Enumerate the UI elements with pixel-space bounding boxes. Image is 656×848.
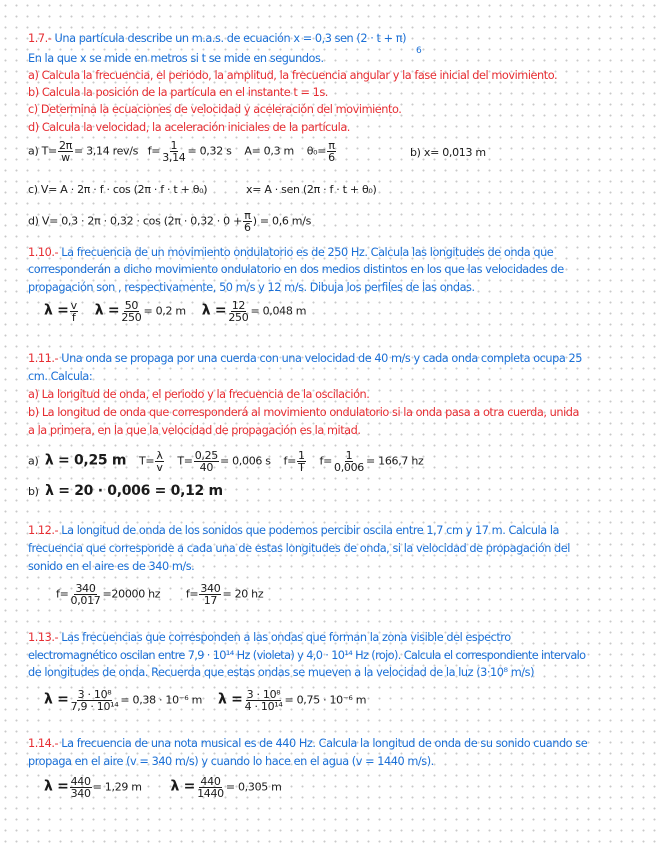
solution-1-7-a: a) T= $\frac{2\pi}{w}$ = 3,14 rev/s f= $\frac{1}{3,14}$ = 0,32 s A= 0,3 m θ₀= $\frac{\pi}{6}$ [28, 139, 335, 164]
statement-line: de longitudes de onda. Recuerda que estas ondas se mueven a la velocidad de la luz (3·10⁸ m/s) [28, 666, 535, 679]
solution-1-7-b: b) x= 0,013 m [410, 146, 486, 159]
statement-line: Una partícula describe un m.a.s. de ecuación x = 0,3 sen (2 · t + π) [54, 32, 407, 45]
problem-number: 1.11.- [28, 352, 59, 365]
solution-1-13: λ = $\frac{\text{3 · 10⁸}}{\text{7,9 · 10¹⁴}}$ = 0,38 · 10⁻⁶ m λ = $\frac{\text{3 · 10⁸}}{\text{4 · 10¹⁴}}$ = 0,75 · 10⁻⁶ m [44, 688, 367, 713]
solution-1-14: λ = $\frac{440}{340}$ = 1,29 m λ = $\frac{440}{1440}$ = 0,305 m [44, 775, 282, 800]
problem-1-12-statement: 1.12.- La longitud de onda de los sonidos que podemos percibir oscila entre 1,7 cm y 17 m. Calcula la [28, 524, 560, 537]
fraction: $\frac{440}{1440}$ [197, 775, 224, 800]
solution-1-7-c-velocity: c) V= A · 2π · f · cos (2π · f · t + θ₀) [28, 183, 208, 196]
solution-1-10: λ = $\frac{v}{f}$ λ = $\frac{50}{250}$ = 0,2 m λ = $\frac{12}{250}$ = 0,048 m [44, 299, 307, 324]
solution-1-11-b: b) λ = 20 · 0,006 = 0,12 m [28, 483, 223, 499]
problem-1-10-statement: 1.10.- La frecuencia de un movimiento ondulatorio es de 250 Hz. Calcula las longitudes de onda que [28, 246, 554, 259]
fraction: $\frac{340}{17}$ [200, 582, 221, 607]
problem-1-11-statement: 1.11.- Una onda se propaga por una cuerda con una velocidad de 40 m/s y cada onda completa ocupa 25 [28, 352, 582, 365]
fraction: $\frac{1}{T}$ [298, 449, 305, 474]
solution-1-12: f= $\frac{340}{0,017}$ =20000 hz f= $\frac{340}{17}$ = 20 hz [56, 582, 264, 607]
fraction: $\frac{v}{f}$ [70, 299, 77, 324]
problem-number: 1.14.- [28, 737, 59, 750]
problem-number: 1.7.- [28, 32, 52, 45]
problem-1-7-statement [28, 32, 406, 46]
question-d: d) Calcula la velocidad, la aceleración iniciales de la partícula. [28, 121, 350, 134]
fraction: $\frac{440}{340}$ [70, 775, 91, 800]
fraction: $\frac{340}{0,017}$ [70, 582, 101, 607]
statement-line: propaga en el aire (v = 340 m/s) y cuando lo hace en el agua (v = 1440 m/s). [28, 755, 434, 768]
statement-line: electromagnético oscilan entre 7,9 · 10¹⁴ Hz (violeta) y 4,0 · 10¹⁴ Hz (rojo). Calcula el correspondiente intervalo [28, 649, 586, 662]
fraction: $\frac{12}{250}$ [228, 299, 249, 324]
statement-line: corresponderán a dicho movimiento ondulatorio en dos medios distintos en los que las velocidades de [28, 263, 564, 276]
statement-line: En la que x se mide en metros si t se mide en segundos. [28, 52, 324, 65]
fraction: $\frac{1}{3,14}$ [162, 139, 186, 164]
problem-1-13-statement: 1.13.- Las frecuencias que corresponden a las ondas que forman la zona visible del espectro [28, 631, 511, 644]
fraction: $\frac{50}{250}$ [121, 299, 142, 324]
fraction: $\frac{\text{3 · 10⁸}}{\text{7,9 · 10¹⁴}}$ [70, 688, 119, 713]
statement-line: propagación son , respectivamente, 50 m/s y 12 m/s. Dibuja los perfiles de las ondas. [28, 281, 475, 294]
statement-line: frecuencia que corresponde a cada una de estas longitudes de onda, si la velocidad de propagación del [28, 542, 570, 555]
fraction: $\frac{\text{3 · 10⁸}}{\text{4 · 10¹⁴}}$ [244, 688, 283, 713]
fraction: $\frac{1}{0,006}$ [334, 449, 365, 474]
question-c: c) Determina la ecuaciones de velocidad y aceleración del movimiento. [28, 103, 402, 116]
phase-denominator: 6 [416, 46, 422, 56]
fraction: $\frac{2\pi}{w}$ [58, 139, 72, 164]
fraction: $\frac{\lambda}{v}$ [156, 449, 163, 474]
statement-line: cm. Calcula: [28, 370, 93, 383]
statement-line: sonido en el aire es de 340 m/s. [28, 560, 195, 573]
question-b-cont: a la primera, en la que la velocidad de propagación es la mitad. [28, 424, 361, 437]
solution-1-7-c-position: x= A · sen (2π · f · t + θ₀) [246, 183, 377, 196]
question-a: a) Calcula la frecuencia, el periodo, la amplitud, la frecuencia angular y la fase inicial del movimiento. [28, 69, 558, 82]
question-b: b) Calcula la posición de la partícula en el instante t = 1s. [28, 86, 328, 99]
question-b: b) La longitud de onda que corresponderá al movimiento ondulatorio si la onda pasa a otra cuerda, unida [28, 406, 579, 419]
question-a: a) La longitud de onda, el periodo y la frecuencia de la oscilación. [28, 388, 370, 401]
solution-1-7-d: d) V= 0,3 · 2π · 0,32 · cos (2π · 0,32 · 0 + $\frac{\pi}{6}$ ) = 0,6 m/s [28, 209, 312, 234]
problem-number: 1.10.- [28, 246, 59, 259]
solution-1-11-a: a) λ = 0,25 m T= $\frac{\lambda}{v}$ T= $\frac{0,25}{40}$ = 0,006 s f= $\frac{1}{T}$ f= $\frac{1}{0,006}$ = 166,7 hz [28, 449, 424, 474]
problem-1-14-statement: 1.14.- La frecuencia de una nota musical es de 440 Hz. Calcula la longitud de onda de su sonido cuando se [28, 737, 588, 750]
fraction: $\frac{0,25}{40}$ [194, 449, 218, 474]
problem-number: 1.12.- [28, 524, 59, 537]
problem-number: 1.13.- [28, 631, 59, 644]
fraction: $\frac{\pi}{6}$ [244, 209, 251, 234]
fraction: $\frac{\pi}{6}$ [328, 139, 335, 164]
